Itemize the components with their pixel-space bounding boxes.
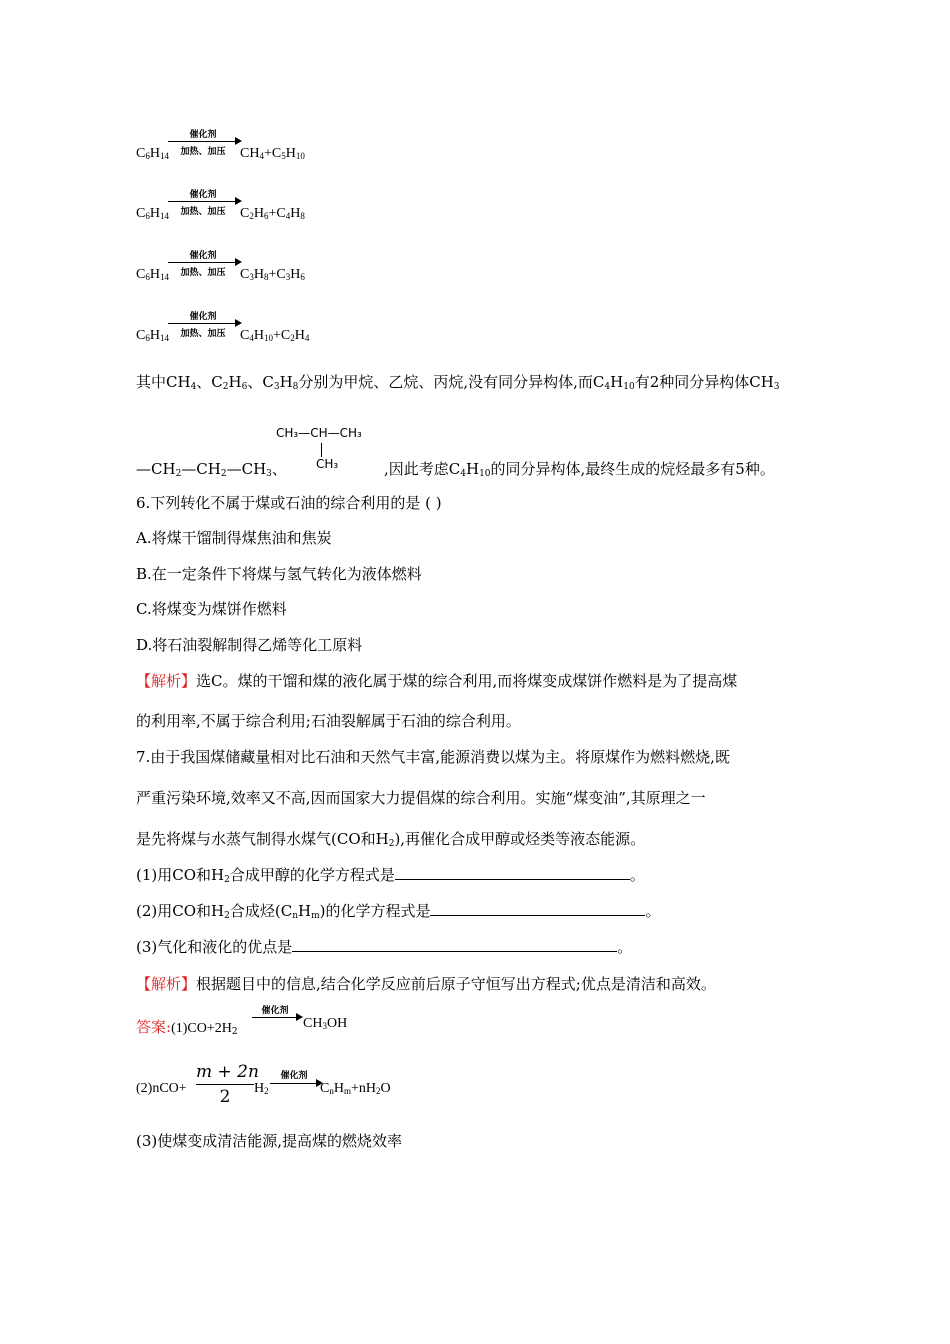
equation-lhs: $C_6H_{14}$ — [136, 267, 169, 282]
text: +nH — [350, 1081, 376, 1096]
reaction-arrow-head — [296, 1013, 303, 1021]
text: 。 — [617, 938, 633, 956]
q7-sub-1: (1)用CO和$H_2$合成甲醇的化学方程式是 。 — [136, 866, 645, 885]
fraction-numerator: m + 2n — [196, 1062, 259, 1082]
reaction-arrow-line — [168, 201, 238, 202]
q7-answer-1: 答案$:(1)CO+2H_2$ — [136, 1018, 238, 1037]
q7-answer-3: (3)使煤变成清洁能源,提高煤的燃烧效率 — [136, 1132, 403, 1150]
fraction — [196, 1062, 259, 1107]
condition-bottom: 加热、加压 — [180, 207, 226, 217]
q6-analysis-line-2: 的利用率,不属于综合利用;石油裂解属于石油的综合利用。 — [136, 712, 521, 730]
equation-4 — [136, 309, 356, 353]
q6-option-a: A.将煤干馏制得煤焦油和焦炭 — [136, 529, 332, 547]
answer-2-h2: $H_2$ — [254, 1081, 269, 1096]
equation-3 — [136, 248, 356, 292]
q6-option-d: D.将石油裂解制得乙烯等化工原料 — [136, 636, 363, 654]
condition-top: 催化剂 — [189, 190, 217, 200]
text: (3)气化和液化的优点是 — [136, 938, 293, 956]
text: —CH — [181, 460, 221, 478]
answer-tag: 答案: — [136, 1018, 172, 1036]
answer-blank[interactable] — [292, 937, 617, 952]
reaction-arrow-line — [168, 141, 238, 142]
condition-top: 催化剂 — [189, 251, 217, 261]
explanation-line-2-end: ,因此考虑$C_4H_{10}$的同分异构体,最终生成的烷烃最多有5种。 — [384, 460, 775, 479]
condition-top: 催化剂 — [189, 312, 217, 322]
text: 。 — [645, 902, 661, 920]
condition-top: 催化剂 — [261, 1006, 289, 1016]
text: H — [279, 373, 293, 391]
text: 分别为甲烷、乙烷、丙烷,没有同分异构体,而C — [298, 373, 605, 391]
reaction-arrow-line — [168, 323, 238, 324]
text: —CH — [226, 460, 267, 478]
equation-rhs: $C_2H_6+C_4H_8$ — [240, 206, 305, 221]
answer-2-arrow — [270, 1068, 324, 1098]
equation-lhs: $C_6H_{14}$ — [136, 146, 169, 161]
condition-top: 催化剂 — [280, 1071, 308, 1081]
condition-bottom: 加热、加压 — [180, 329, 226, 339]
equation-lhs: $C_6H_{14}$ — [136, 328, 169, 343]
condition-bottom: 加热、加压 — [180, 147, 226, 157]
text: H — [228, 373, 242, 391]
text: —CH — [136, 460, 176, 478]
analysis-text: 根据题目中的信息,结合化学反应前后原子守恒写出方程式;优点是清洁和高效。 — [196, 975, 716, 993]
equation-2 — [136, 187, 356, 231]
q7-analysis — [136, 973, 716, 994]
equation-rhs: $C_3H_8+C_3H_6$ — [240, 267, 305, 282]
structure-main-chain: CH₃—CH—CH₃ — [276, 426, 362, 440]
structure-branch: CH₃ — [316, 457, 339, 471]
text: H — [610, 373, 624, 391]
structure-bond — [321, 443, 322, 457]
analysis-text: 选C。煤的干馏和煤的液化属于煤的综合利用,而将煤变成煤饼作燃料是为了提高煤 — [196, 672, 738, 690]
condition-top: 催化剂 — [189, 130, 217, 140]
text: (1)CO+2H — [171, 1021, 232, 1036]
text: CH — [303, 1016, 323, 1031]
reaction-arrow-line — [168, 262, 238, 263]
text: 是先将煤与水蒸气制得水煤气(CO和H — [136, 830, 389, 848]
analysis-tag: 【解析】 — [136, 975, 197, 993]
answer-2-products: $C_nH_m+nH_2O$ — [320, 1081, 391, 1096]
q6-option-c: C.将煤变为煤饼作燃料 — [136, 600, 287, 618]
explanation-line-2: $—CH_2—CH_2—CH_3$、 — [136, 460, 287, 479]
reaction-arrow-line — [270, 1083, 318, 1084]
equation-rhs: $CH_4+C_5H_{10}$ — [240, 146, 305, 161]
q6-analysis-line-1 — [136, 670, 737, 691]
answer-1-product: $CH_3OH$ — [303, 1016, 348, 1031]
equation-1 — [136, 127, 356, 171]
q7-stem-line-2: 严重污染环境,效率又不高,因而国家大力提倡煤的综合利用。实施“煤变油”,其原理之一 — [136, 789, 706, 807]
branched-structure — [276, 426, 362, 471]
analysis-tag: 【解析】 — [136, 672, 197, 690]
text: (2)用CO和H — [136, 902, 225, 920]
text: OH — [326, 1016, 348, 1031]
condition-bottom: 加热、加压 — [180, 268, 226, 278]
fraction-denominator: 2 — [219, 1087, 231, 1107]
text: H — [333, 1081, 344, 1096]
q7-stem-line-3: 是先将煤与水蒸气制得水煤气(CO和$H_2$),再催化合成甲醇或烃类等液态能源。 — [136, 830, 646, 849]
q7-sub-2: (2)用CO和$H_2$合成烃$(C_nH_m)$的化学方程式是 。 — [136, 902, 661, 921]
q7-stem-line-1: 7.由于我国煤储藏量相对比石油和天然气丰富,能源消费以煤为主。将原煤作为燃料燃烧,既 — [136, 748, 730, 766]
text: 。 — [629, 866, 645, 884]
text: O — [380, 1081, 391, 1096]
q6-stem: 6.下列转化不属于煤或石油的综合利用的是 ( ) — [136, 494, 442, 512]
equation-rhs: $C_4H_{10}+C_2H_4$ — [240, 328, 310, 343]
text: ,因此考虑C — [384, 460, 461, 478]
text: 有2种同分异构体CH — [634, 373, 774, 391]
text: C — [320, 1081, 330, 1096]
text: 、C — [196, 373, 223, 391]
fraction-bar — [196, 1084, 254, 1085]
q6-option-b: B.在一定条件下将煤与氢气转化为液体燃料 — [136, 565, 422, 583]
text: (1)用CO和H — [136, 866, 225, 884]
text: 合成甲醇的化学方程式是 — [229, 866, 395, 884]
text: 其中CH — [136, 373, 191, 391]
reaction-arrow-line — [252, 1017, 298, 1018]
text: H — [254, 1081, 265, 1096]
q7-answer-2-start: (2)nCO+ — [136, 1081, 187, 1096]
explanation-line-1: 其中$CH_4$、$C_2H_6$、$C_3H_8$分别为甲烷、乙烷、丙烷,没有同分异构体,而$C_4H_{10}$有2种同分异构体$CH_3$ — [136, 373, 780, 392]
text: 、 — [271, 460, 287, 478]
text: H — [297, 902, 312, 920]
text: 、C — [247, 373, 274, 391]
equation-lhs: $C_6H_{14}$ — [136, 206, 169, 221]
answer-1-arrow — [252, 1003, 306, 1033]
answer-blank[interactable] — [430, 901, 645, 916]
text: )的化学方程式是 — [319, 902, 431, 920]
text: 的同分异构体,最终生成的烷烃最多有5种。 — [490, 460, 775, 478]
q7-sub-3 — [136, 936, 632, 957]
text: 合成烃(C — [229, 902, 293, 920]
text: ),再催化合成甲醇或烃类等液态能源。 — [394, 830, 646, 848]
text: H — [465, 460, 480, 478]
answer-blank[interactable] — [395, 865, 630, 880]
